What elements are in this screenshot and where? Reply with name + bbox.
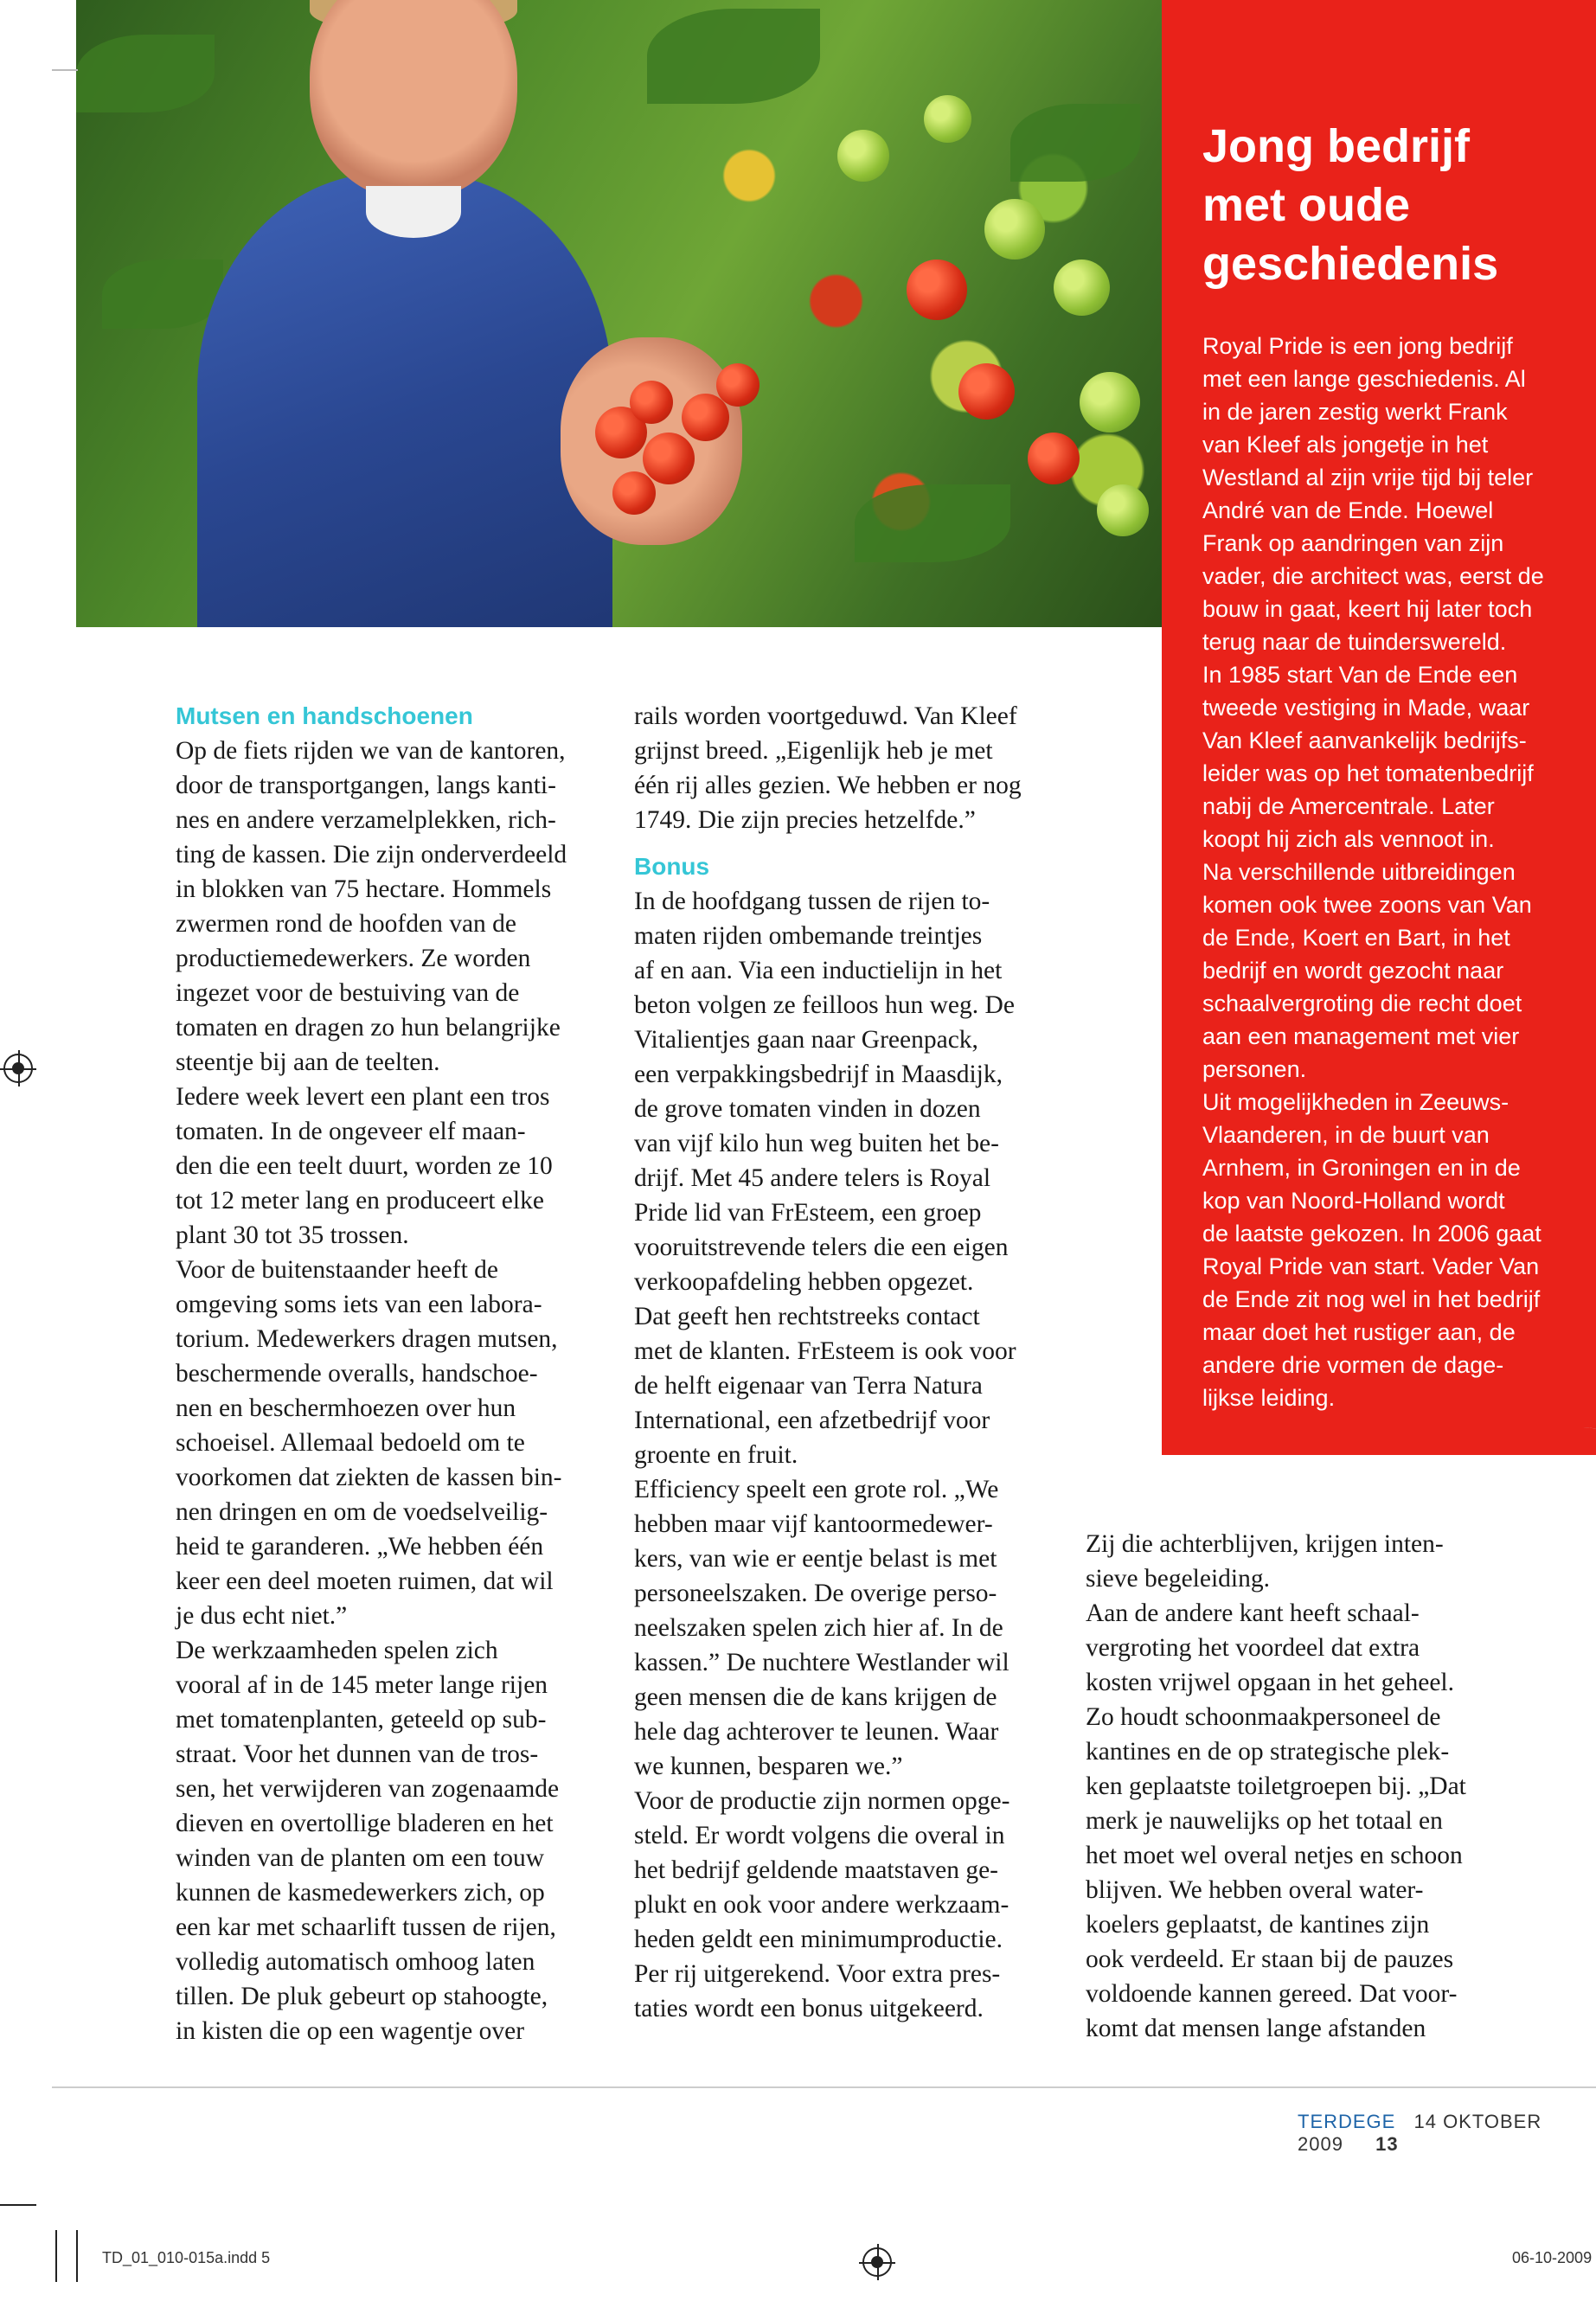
sidebar-box bbox=[1162, 0, 1596, 1455]
page-footer bbox=[1298, 2111, 1596, 2156]
crop-mark bbox=[0, 2204, 36, 2206]
sidebar-body: Royal Pride is een jong bedrijf met een lange geschiedenis. Al in de jaren zestig werkt Frank van Kleef als jongetje in het Westland al zijn vrije tijd bij teler André van de Ende. Hoewel Frank op aandringen van zijn vader, die architect was, eerst de bouw in gaat, keert hij later toch terug naar de tuinderswereld. In 1985 start Van de Ende een tweede vestiging in Made, waar Van Kleef aanvankelijk bedrijfs- leider was op het tomatenbedrijf nabij de Amercentrale. Later koopt hij zich als vennoot in. Na verschillende uitbreidingen komen ook twee zoons van Van de Ende, Koert en Bart, in het bedrijf en wordt gezocht naar schaalvergroting die recht doet aan een management met vier personen. Uit mogelijkheden in Zeeuws- Vlaanderen, in de buurt van Arnhem, in Groningen en in de kop van Noord-Holland wordt de laatste gekozen. In 2006 gaat Royal Pride van start. Vader Van de Ende zit nog wel in het bedrijf maar doet het rustiger aan, de andere drie vormen de dage- lijkse leiding. bbox=[1202, 333, 1544, 1411]
slug-filename: TD_01_010-015a.indd 5 bbox=[102, 2249, 271, 2266]
article-paragraph: rails worden voortgeduwd. Van Kleef grijnst breed. „Eigenlijk heb je met één rij alles gezien. We hebben er nog 1749. Die zijn precies hetzelfde.” bbox=[634, 702, 1022, 834]
article-paragraph: In de hoofdgang tussen de rijen to- maten rijden ombemande treintjes af en aan. Via een inductielijn in het beton volgen ze feilloos hun weg. De Vitalientjes gaan naar Greenpack, een verpakkingsbedrijf in Maasdijk, de grove tomaten vinden in dozen van vijf kilo hun weg buiten het be- drijf. Met 45 andere telers is Royal Pride lid van FrEsteem, een groep vooruitstrevende telers die een eigen verkoopafdeling hebben opgezet. Dat geeft hen rechtstreeks contact met de klanten. FrEsteem is ook voor de helft eigenaar van Terra Natura International, een afzetbedrijf voor groente en fruit. Efficiency speelt een grote rol. „We hebben maar vijf kantoormedewer- kers, van wie er eentje belast is met personeelszaken. De overige perso- neelszaken spelen zich hier af. In de kassen.” De nuchtere Westlander wil geen mensen die de kans krijgen de hele dag achterover te leunen. Waar we kunnen, besparen we.” Voor de productie zijn normen opge- steld. Er wordt volgens die overal in het bedrijf geldende maatstaven ge- plukt en ook voor andere werkzaam- heden geldt een minimumproductie. Per rij uitgerekend. Voor extra pres- taties wordt een bonus uitgekeerd. bbox=[634, 888, 1016, 2022]
crop-mark bbox=[55, 2230, 57, 2282]
footer-rule bbox=[52, 2086, 1596, 2088]
article-column-3 bbox=[1086, 1527, 1535, 2046]
article-paragraph: Op de fiets rijden we van de kantoren, door de transportgangen, langs kanti- nes en andere verzamelplekken, rich- ting de kassen. Die zijn onderverdeeld in blokken van 75 hectare. Hommels zwermen rond de hoofden van de productiemedewerkers. Ze worden ingezet voor de bestuiving van de tomaten en dragen zo hun belangrijke steentje bij aan de teelten. Iedere week levert een plant een tros tomaten. In de ongeveer elf maan- den die een teelt duurt, worden ze 10 tot 12 meter lang en produceert elke plant 30 tot 35 trossen. Voor de buitenstaander heeft de omgeving soms iets van een labora- torium. Medewerkers dragen mutsen, beschermende overalls, handschoe- nen en beschermhoezen over hun schoeisel. Allemaal bedoeld om te voorkomen dat ziekten de kassen bin- nen dringen en om de voedselveilig- heid te garanderen. „We hebben één keer een deel moeten ruimen, dat wil je dus echt niet.” De werkzaamheden spelen zich vooral af in de 145 meter lange rijen met tomatenplanten, geteeld op sub- straat. Voor het dunnen van de tros- sen, het verwijderen van zogenaamde dieven en overtollige bladeren en het winden van de planten om een touw kunnen de kasmedewerkers zich, op een kar met schaarlift tussen de rijen, volledig automatisch omhoog laten tillen. De pluk gebeurt op stahoogte, in kisten die op een wagentje over bbox=[176, 737, 567, 2045]
sidebar-title: Jong bedrijf met oude geschiedenis bbox=[1202, 120, 1499, 290]
article-paragraph: Zij die achterblijven, krijgen inten- sieve begeleiding. Aan de andere kant heeft schaal- vergroting het voordeel dat extra kosten vrijwel opgaan in het geheel. Zo houdt schoonmaakpersoneel de kantines en de op strategische plek- ken geplaatste toiletgroepen bij. „Dat merk je nauwelijks op het totaal en het moet wel overal netjes en schoon blijven. We hebben overal water- koelers geplaatst, de kantines zijn ook verdeeld. Er staan bij de pauzes voldoende kannen gereed. Dat voor- komt dat mensen lange afstanden bbox=[1086, 1530, 1466, 2042]
page-number: 13 bbox=[1375, 2133, 1399, 2155]
registration-mark-icon bbox=[3, 1054, 33, 1083]
registration-mark-icon bbox=[862, 2247, 892, 2277]
crop-mark bbox=[76, 2230, 78, 2282]
article-column-2 bbox=[634, 699, 1084, 2026]
crop-line-top bbox=[52, 69, 78, 71]
article-column-1 bbox=[176, 699, 625, 2048]
slug-date: 06-10-2009 bbox=[1512, 2249, 1593, 2266]
section-heading-mutsen: Mutsen en handschoenen bbox=[176, 702, 473, 729]
issue-date: 14 OKTOBER 2009 bbox=[1298, 2111, 1542, 2155]
hero-photo bbox=[76, 0, 1162, 627]
grower-figure bbox=[180, 0, 612, 627]
page-edge-curve bbox=[1557, 1427, 1596, 2088]
section-heading-bonus: Bonus bbox=[634, 853, 710, 880]
magazine-name: TERDEGE bbox=[1298, 2111, 1396, 2132]
